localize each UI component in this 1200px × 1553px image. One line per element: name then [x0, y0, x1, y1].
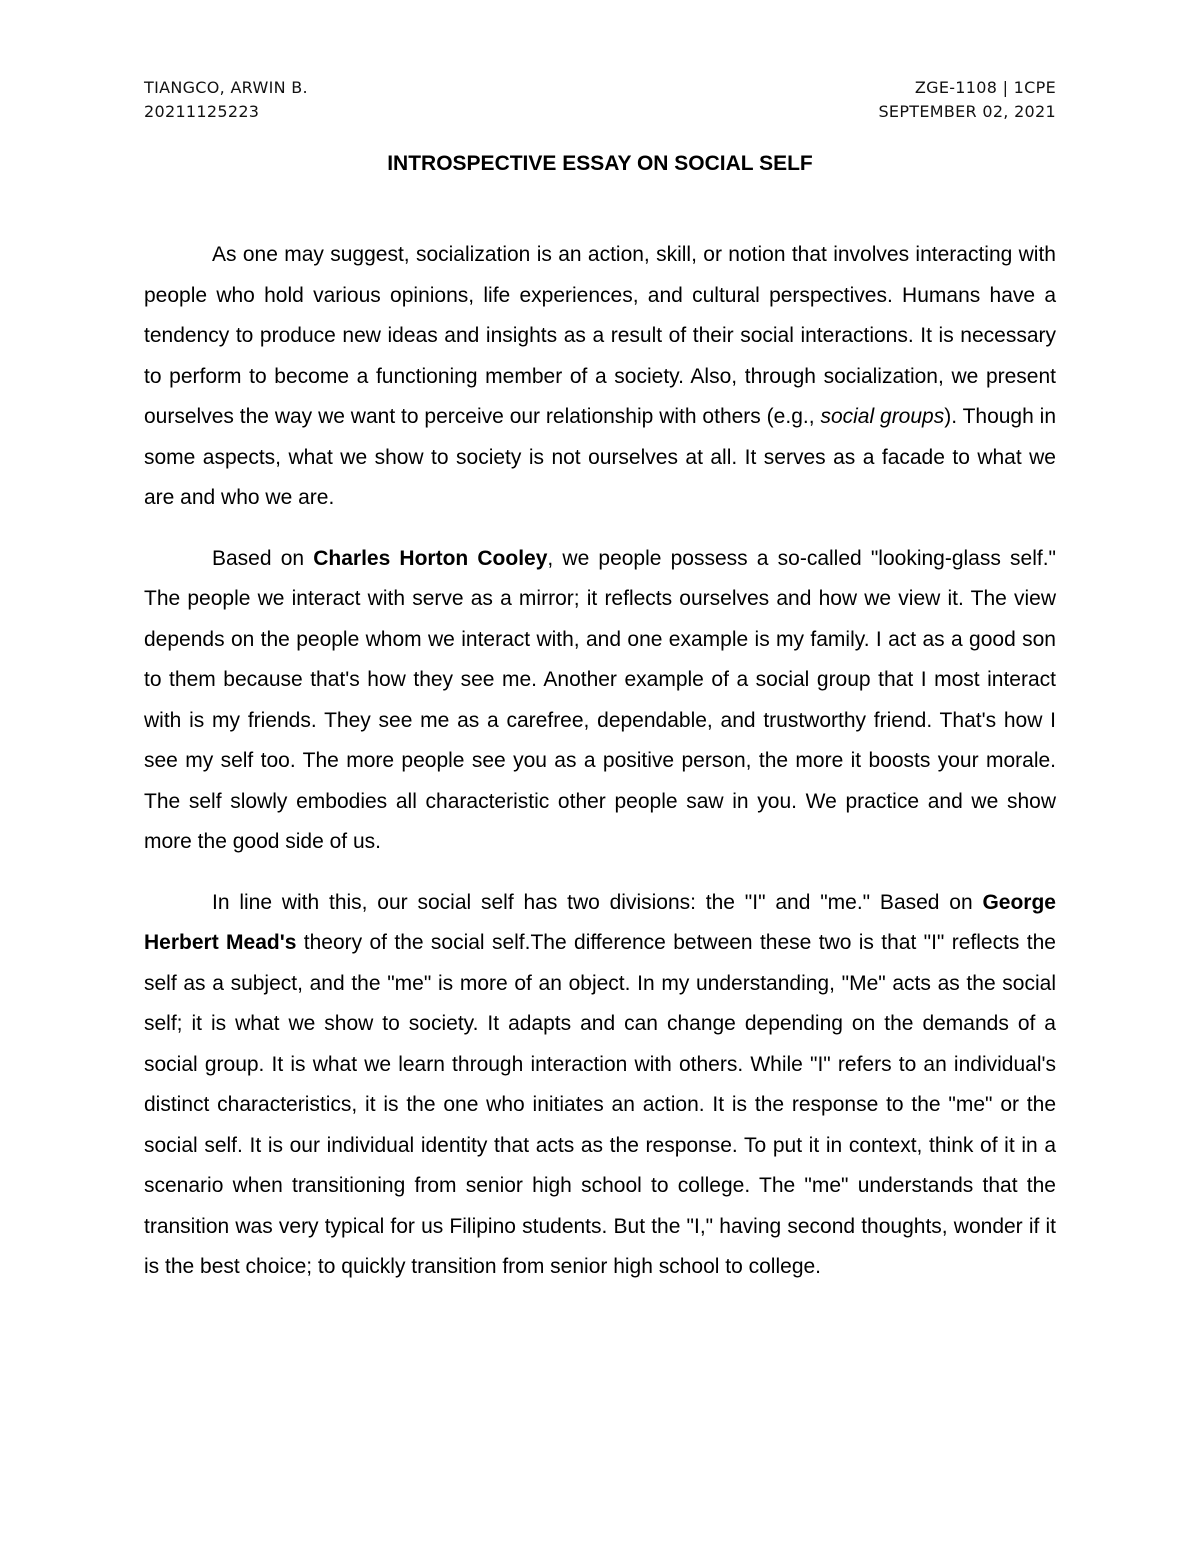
paragraph-2-text-b: , we people possess a so-called "looking-glass self." The people we interact with serve as a mirror; it reflects ourselves and how we view it. The view depends on the people whom we interact with, and one example is my family. I act as a good son to them because that's how they see me. Another example of a social group that I most interact with is my friends. They see me as a carefree, dependable, and trustworthy friend. That's how I see my self too. The more people see you as a positive person, the more it boosts your morale. The self slowly embodies all characteristic other people saw in you. We practice and we show more the good side of us. [144, 546, 1056, 853]
course-code: ZGE-1108 | 1CPE [914, 78, 1056, 97]
paragraph-1-text-b: ). Though in some aspects, what we show to society is not ourselves at all. It serves as a facade to what we are and who we are. [144, 405, 1057, 509]
document-date: SEPTEMBER 02, 2021 [878, 102, 1056, 121]
course-block [878, 76, 1056, 124]
paragraph-2-bold: Charles Horton Cooley [313, 546, 548, 570]
paragraph-2-text-a: Based on [212, 546, 314, 570]
paragraph-3 [144, 883, 1056, 1288]
paragraph-1-italic: social groups [820, 405, 945, 428]
author-name: TIANGCO, ARWIN B. [144, 78, 308, 97]
document-title: INTROSPECTIVE ESSAY ON SOCIAL SELF [387, 152, 813, 175]
paragraph-1-text-a: As one may suggest, socialization is an action, skill, or notion that involves interacting with people who hold various opinions, life experiences, and cultural perspectives. Humans have a tendency to produce new ideas and insights as a result of their social interactions. It is necessary to perform to become a functioning member of a society. Also, through socialization, we present ourselves the way we want to perceive our relationship with others (e.g., [144, 243, 1056, 428]
paragraph-1 [144, 235, 1056, 519]
essay-body [144, 235, 1056, 1308]
author-block [144, 76, 308, 124]
paragraph-2 [144, 539, 1056, 863]
paragraph-3-bold: George Herbert Mead's [144, 890, 1056, 954]
paragraph-3-text-b: theory of the social self.The difference between these two is that "I" reflects the self as a subject, and the "me" is more of an object. In my understanding, "Me" acts as the social self; it is what we show to society. It adapts and can change depending on the demands of a social group. It is what we learn through interaction with others. While "I" refers to an individual's distinct characteristics, it is the one who initiates an action. It is the response to the "me" or the social self. It is our individual identity that acts as the response. To put it in context, think of it in a scenario when transitioning from senior high school to college. The "me" understands that the transition was very typical for us Filipino students. But the "I," having second thoughts, wonder if it is the best choice; to quickly transition from senior high school to college. [144, 931, 1056, 1278]
paragraph-3-text-a: In line with this, our social self has two divisions: the "I" and "me." Based on [212, 890, 983, 914]
student-number: 20211125223 [144, 102, 260, 121]
